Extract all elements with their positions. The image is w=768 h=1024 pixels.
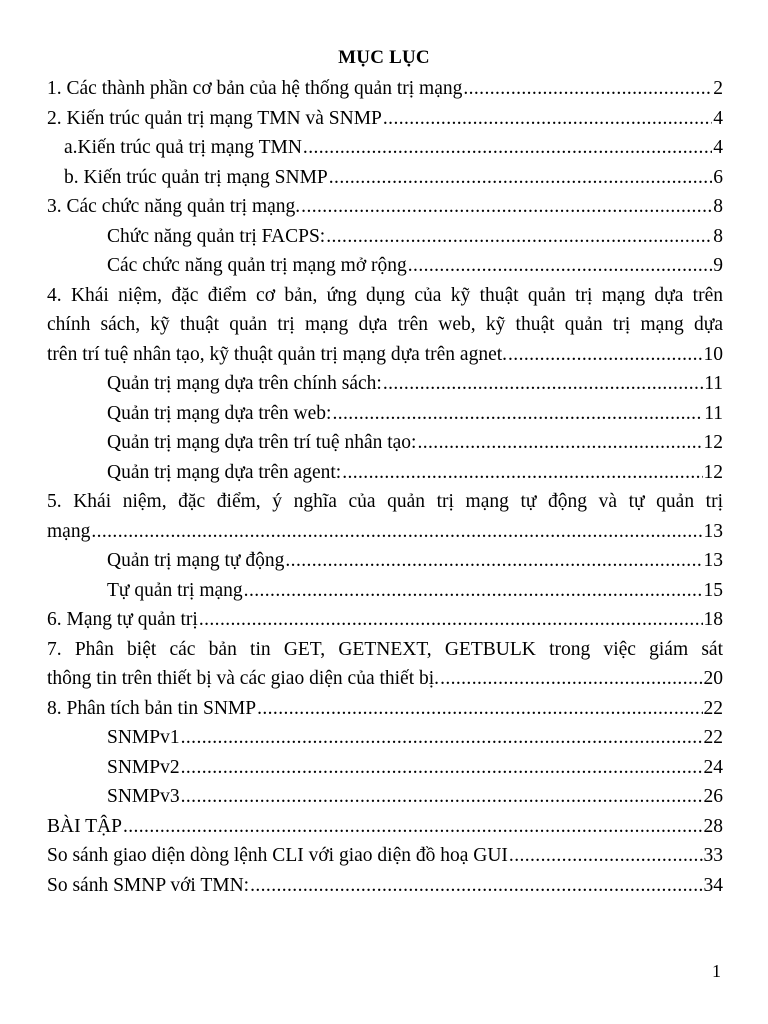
dot-leader (91, 517, 702, 547)
toc-entry-4-line-1: 4. Khái niệm, đặc điểm cơ bản, ứng dụng của kỹ thuật quản trị mạng dựa trên (47, 284, 723, 306)
toc-page-number: 20 (703, 668, 723, 689)
toc-entry-text: 6. Mạng tự quản trị (47, 609, 198, 630)
toc-page-number: 18 (703, 609, 723, 630)
toc-page-number: 34 (703, 874, 723, 896)
dot-leader (257, 694, 702, 724)
dot-leader (181, 723, 703, 753)
dot-leader (326, 222, 712, 252)
toc-entry-3 (47, 192, 723, 222)
toc-entry-5 (47, 517, 723, 547)
toc-entry-text: BÀI TẬP (47, 815, 122, 837)
toc-entry-text: Kiến trúc quả trị mạng TMN (77, 137, 302, 158)
toc-entry-8-3 (47, 782, 723, 812)
dot-leader (181, 782, 703, 812)
toc-entry-4-4 (47, 458, 723, 488)
toc-page-number: 26 (703, 786, 723, 807)
dot-leader (199, 605, 703, 635)
toc-entry-5-line-1: 5. Khái niệm, đặc điểm, ý nghĩa của quản trị mạng tự động và tự quản trị (47, 491, 723, 512)
toc-entry-text: So sánh giao diện dòng lệnh CLI với giao diện đồ hoạ GUI (47, 845, 508, 866)
toc-page-number: 4 (713, 137, 723, 158)
toc-entry-text: Các chức năng quản trị mạng mở rộng (107, 255, 407, 276)
toc-entry-text: 3. Các chức năng quản trị mạng. (47, 196, 301, 217)
toc-page-number: 28 (703, 815, 723, 837)
toc-page-number: 22 (703, 727, 723, 748)
toc-page-number: 15 (703, 579, 723, 601)
dot-leader (181, 753, 703, 783)
toc-entry-4-1 (47, 369, 723, 399)
toc-entry-4-3 (47, 428, 723, 458)
toc-page-number: 9 (713, 255, 723, 276)
toc-entry-4-line-2: chính sách, kỹ thuật quản trị mạng dựa trên web, kỹ thuật quản trị mạng dựa (47, 314, 723, 335)
dot-leader (383, 104, 712, 134)
toc-entry-7 (47, 664, 723, 694)
toc-page-number: 22 (703, 697, 723, 719)
dot-leader (463, 74, 712, 104)
toc-entry-4-2 (47, 399, 723, 429)
toc-entry-11 (47, 871, 723, 901)
toc-entry-text: Quản trị mạng dựa trên trí tuệ nhân tạo: (107, 432, 417, 453)
toc-entry-6 (47, 605, 723, 635)
toc-page-number: 6 (713, 166, 723, 188)
dot-leader (123, 812, 703, 842)
toc-entry-4 (47, 340, 723, 370)
toc-entry-10 (47, 841, 723, 871)
toc-entry-marker: a. (64, 137, 78, 158)
toc-page-number: 24 (703, 756, 723, 778)
toc-page-number: 12 (703, 461, 723, 483)
toc-entry-text: So sánh SMNP với TMN: (47, 874, 250, 896)
toc-page-number: 13 (703, 550, 723, 571)
dot-leader (332, 399, 703, 429)
toc-entry-2a (47, 133, 723, 163)
toc-entry-2 (47, 104, 723, 134)
toc-entry-9 (47, 812, 723, 842)
toc-entry-5-2 (47, 576, 723, 606)
toc-title: MỤC LỤC (338, 47, 430, 68)
toc-entry-2b (47, 163, 723, 193)
dot-leader (417, 428, 702, 458)
toc-page-number: 10 (703, 343, 723, 365)
toc-entry-text: Quản trị mạng dựa trên agent: (107, 461, 342, 483)
toc-entry-text: 2. Kiến trúc quản trị mạng TMN và SNMP (47, 107, 382, 129)
dot-leader (440, 664, 702, 694)
dot-leader (383, 369, 703, 399)
page-number: 1 (712, 961, 721, 981)
toc-entry-8-2 (47, 753, 723, 783)
toc-entry-text: 8. Phân tích bản tin SNMP (47, 697, 257, 719)
toc-entry-text: SNMPv1 (107, 727, 180, 748)
toc-entry-text: SNMPv3 (107, 786, 180, 807)
dot-leader (244, 576, 703, 606)
dot-leader (508, 340, 702, 370)
toc-entry-text: Quản trị mạng dựa trên chính sách: (107, 373, 382, 394)
dot-leader (329, 163, 712, 193)
toc-entry-text: trên trí tuệ nhân tạo, kỹ thuật quản trị mạng dựa trên agnet. (47, 343, 508, 365)
toc-page-number: 13 (703, 520, 723, 542)
table-of-contents (47, 74, 723, 900)
toc-page-number: 33 (703, 845, 723, 866)
toc-entry-8-1 (47, 723, 723, 753)
toc-entry-text: thông tin trên thiết bị và các giao diện của thiết bị. (47, 668, 440, 689)
toc-entry-text: b. Kiến trúc quản trị mạng SNMP (64, 166, 328, 188)
dot-leader (408, 251, 712, 281)
toc-page-number: 8 (713, 225, 723, 247)
toc-page-number: 11 (704, 373, 723, 394)
dot-leader (301, 192, 712, 222)
toc-page-number: 12 (703, 432, 723, 453)
toc-page-number: 2 (713, 78, 723, 99)
toc-entry-5-1 (47, 546, 723, 576)
toc-entry-text: 1. Các thành phần cơ bản của hệ thống quản trị mạng (47, 78, 463, 99)
toc-entry-text: SNMPv2 (107, 756, 180, 778)
toc-entry-3-2 (47, 251, 723, 281)
toc-entry-3-1 (47, 222, 723, 252)
toc-entry-text: mạng (47, 520, 91, 542)
toc-page-number: 4 (713, 107, 723, 129)
dot-leader (509, 841, 703, 871)
toc-page-number: 11 (704, 402, 723, 424)
dot-leader (303, 133, 712, 163)
toc-entry-text: Quản trị mạng tự động (107, 550, 285, 571)
toc-entry-text: Chức năng quản trị FACPS: (107, 225, 326, 247)
toc-page-number: 8 (713, 196, 723, 217)
toc-entry-1 (47, 74, 723, 104)
dot-leader (250, 871, 702, 901)
dot-leader (285, 546, 702, 576)
toc-entry-text: Quản trị mạng dựa trên web: (107, 402, 332, 424)
toc-entry-text: Tự quản trị mạng (107, 579, 243, 601)
toc-entry-8 (47, 694, 723, 724)
dot-leader (342, 458, 702, 488)
toc-entry-7-line-1: 7. Phân biệt các bản tin GET, GETNEXT, GETBULK trong việc giám sát (47, 638, 723, 660)
